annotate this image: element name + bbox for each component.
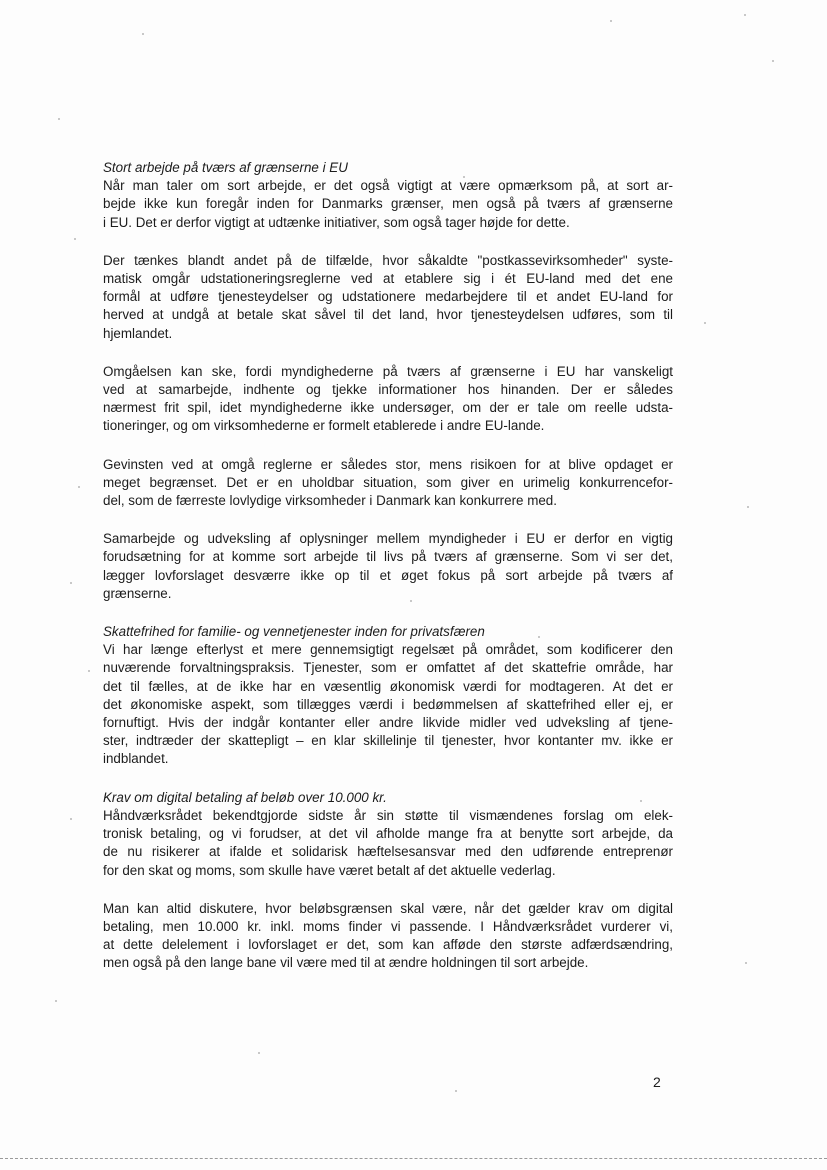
scan-speck xyxy=(55,1000,57,1002)
scan-speck xyxy=(610,20,612,22)
scan-speck xyxy=(455,1090,457,1092)
paragraph xyxy=(103,641,673,768)
text-line: Der tænkes blandt andet på de tilfælde, hvor såkaldte "postkassevirksomheder" syste- xyxy=(103,252,673,268)
scan-speck xyxy=(747,506,749,508)
scan-speck xyxy=(74,238,76,240)
scan-speck xyxy=(142,33,144,35)
text-line: at dette delelement i lovforslaget er det, som kan afføde den største adfærdsændring, xyxy=(103,937,673,953)
text-line: Håndværksrådet bekendtgjorde sidste år sin støtte til vismændenes forslag om elek- xyxy=(103,807,673,823)
text-line: indblandet. xyxy=(103,751,169,767)
scan-speck xyxy=(70,582,72,584)
text-line: herved at undgå at betale skat såvel til det land, hvor tjenesteydelsen udføres, som til xyxy=(103,307,673,323)
text-line: for den skat og moms, som skulle have været betalt af det aktuelle vederlag. xyxy=(103,862,556,878)
text-line: ster, indtræder der skattepligt – en klar skillelinje til tjenester, hvor kontanter mv. ikke er xyxy=(103,733,673,749)
paragraph xyxy=(103,900,673,973)
text-line: tioneringer, og om virksomhederne er formelt etablerede i andre EU-lande. xyxy=(103,418,545,434)
scan-speck xyxy=(744,14,746,16)
text-line: hjemlandet. xyxy=(103,325,173,341)
text-line: del, som de færreste lovlydige virksomheder i Danmark kan konkurrere med. xyxy=(103,493,557,509)
text-line: ved at samarbejde, indhente og tjekke informationer hos hinanden. Der er således xyxy=(103,382,673,398)
text-line: grænserne. xyxy=(103,585,172,601)
text-line: matisk omgår udstationeringsreglerne ved at etablere sig i ét EU-land med det ene xyxy=(103,271,673,287)
text-line: i EU. Det er derfor vigtigt at udtænke initiativer, som også tager højde for dette. xyxy=(103,214,570,230)
text-line: de nu risikerer at ifalde et solidarisk hæftelsesansvar med den udførende entreprenør xyxy=(103,844,673,860)
scan-speck xyxy=(70,818,72,820)
text-line: meget begrænset. Det er en uholdbar situation, som giver en urimelig konkurrencefor- xyxy=(103,474,673,490)
text-line: betaling, men 10.000 kr. inkl. moms finder vi passende. I Håndværksrådet vurderer vi, xyxy=(103,918,673,934)
scan-speck xyxy=(88,670,90,672)
text-line: Samarbejde og udveksling af oplysninger mellem myndigheder i EU er derfor en vigtig xyxy=(103,531,673,547)
paragraph xyxy=(103,177,673,232)
scan-speck xyxy=(704,322,706,324)
text-line: lægger lovforslaget desværre ikke op til et øget fokus på sort arbejde på tværs af xyxy=(103,567,673,583)
scan-speck xyxy=(78,486,80,488)
text-line: det til fælles, at de ikke har en væsentlig økonomisk værdi for modtageren. At det er xyxy=(103,678,673,694)
paragraph xyxy=(103,363,673,436)
section-digital-payment xyxy=(103,789,673,973)
paragraph xyxy=(103,807,673,880)
scan-speck xyxy=(258,1052,260,1054)
text-line: Vi har længe efterlyst et mere gennemsigtigt regelsæt på området, som kodificerer den xyxy=(103,642,673,658)
document-body xyxy=(103,159,673,993)
scan-speck xyxy=(745,962,747,964)
text-line: Gevinsten ved at omgå reglerne er således stor, mens risikoen for at blive opdaget er xyxy=(103,456,673,472)
scan-speck xyxy=(58,118,60,120)
text-line: Omgåelsen kan ske, fordi myndighederne på tværs af grænserne i EU har vanskeligt xyxy=(103,363,673,379)
text-line: Man kan altid diskutere, hvor beløbsgrænsen skal være, når det gælder krav om digital xyxy=(103,900,673,916)
paragraph xyxy=(103,252,673,343)
paragraph xyxy=(103,456,673,511)
text-line: nærmest frit spil, idet myndighederne ikke undersøger, om der er tale om reelle udsta- xyxy=(103,400,673,416)
section-cross-border xyxy=(103,159,673,603)
text-line: Når man taler om sort arbejde, er det også vigtigt at være opmærksom på, at sort ar- xyxy=(103,178,673,194)
text-line: bejde ikke kun foregår inden for Danmarks grænser, men også på tværs af grænserne xyxy=(103,196,673,212)
section-heading: Skattefrihed for familie- og vennetjenester inden for privatsfæren xyxy=(103,624,485,640)
section-heading: Stort arbejde på tværs af grænserne i EU xyxy=(103,160,348,175)
scan-speck xyxy=(772,60,774,62)
paragraph xyxy=(103,530,673,603)
scan-edge-line xyxy=(0,1158,827,1159)
text-line: fornuftigt. Hvis der indgår kontanter eller andre likvide midler ved udveksling af tjene- xyxy=(103,715,673,731)
section-heading: Krav om digital betaling af beløb over 10.000 kr. xyxy=(103,789,387,805)
text-line: men også på den lange bane vil være med til at ændre holdningen til sort arbejde. xyxy=(103,955,589,971)
text-line: formål at udføre tjenesteydelser og udstationere medarbejdere til et andet EU-land for xyxy=(103,289,673,305)
text-line: nuværende forvaltningspraksis. Tjenester, som er omfattet af det skattefrie område, har xyxy=(103,660,673,676)
text-line: forudsætning for at komme sort arbejde til livs på tværs af grænserne. Som vi ser det, xyxy=(103,549,673,565)
section-tax-exemption xyxy=(103,623,673,769)
page-number: 2 xyxy=(653,1074,661,1090)
text-line: tronisk betaling, og vi forudser, at det vil afholde mange fra at benytte sort arbejde, da xyxy=(103,826,673,842)
text-line: det økonomiske aspekt, som tillægges værdi i bedømmelsen af skattefrihed eller ej, er xyxy=(103,696,673,712)
